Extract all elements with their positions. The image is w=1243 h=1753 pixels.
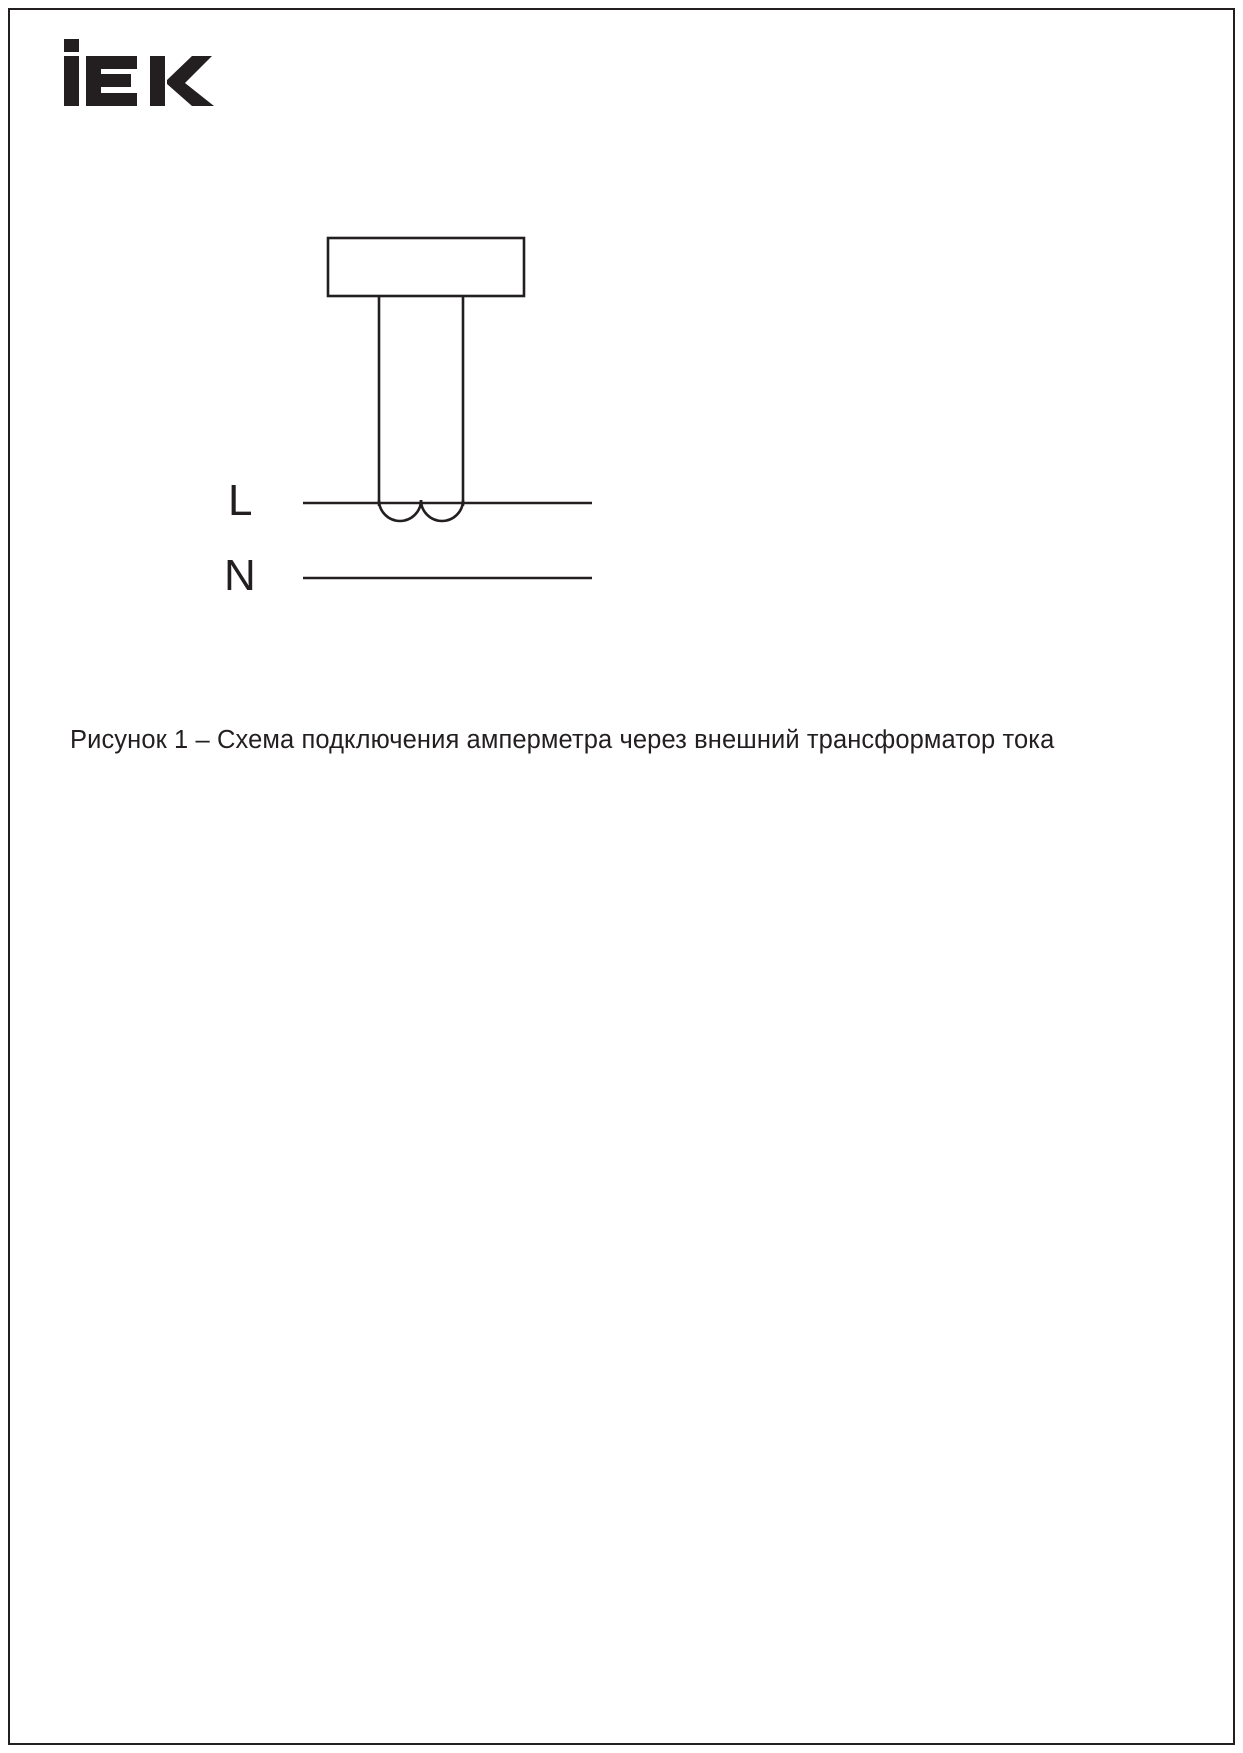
connection-diagram <box>180 200 700 630</box>
iek-logo <box>62 36 242 116</box>
figure-caption: Рисунок 1 – Схема подключения амперметра через внешний трансформатор тока <box>70 726 1055 754</box>
meter-body-shape <box>328 238 524 296</box>
phase-label: L <box>228 476 253 525</box>
neutral-label: N <box>224 551 256 600</box>
